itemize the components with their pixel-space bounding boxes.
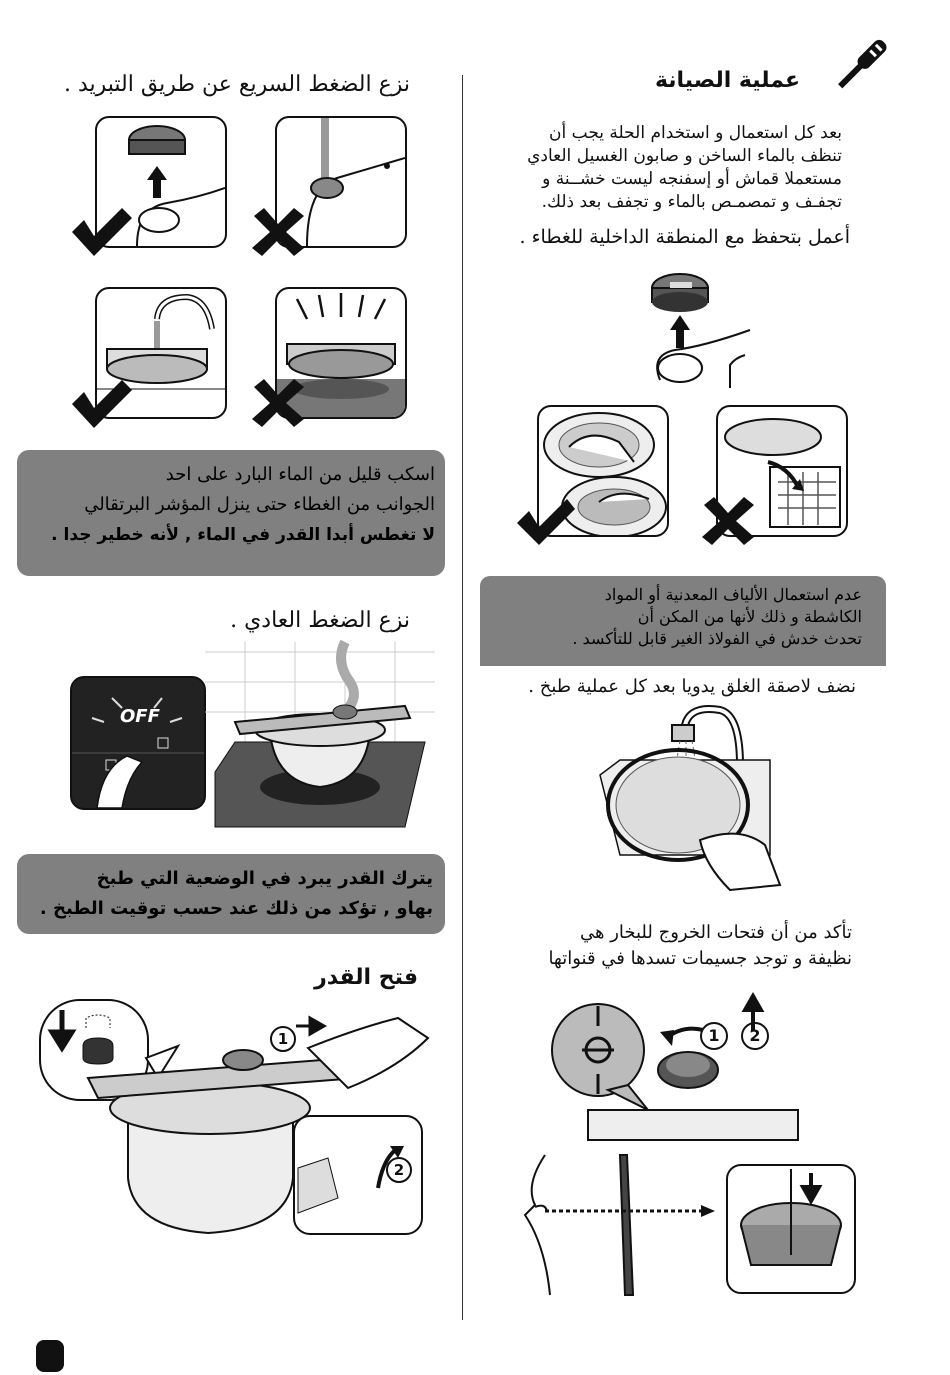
fast-release-title: نزع الضغط السريع عن طريق التبريد . <box>63 72 410 97</box>
text-line: بهاو , تؤكد من ذلك عند حسب توقيت الطبخ . <box>39 898 433 919</box>
step-1-badge: 1 <box>700 1022 728 1050</box>
cold-water-note-box <box>17 450 445 576</box>
vent-inspection-illustration <box>515 1155 855 1305</box>
gasket-wash-illustration <box>590 705 790 895</box>
text-line: يترك القدر يبرد في الوضعية التي طبخ <box>96 868 433 889</box>
off-display: OFF <box>120 706 160 727</box>
text-line: تأكد من أن فتحات الخروج للبخار هي <box>579 922 852 943</box>
cool-down-note-box <box>17 854 445 934</box>
valve-removal-illustration <box>630 270 760 395</box>
gasket-clean-text: نضف لاصقة الغلق يدويا بعد كل عملية طبخ . <box>528 676 856 697</box>
step-2-badge: 2 <box>741 1022 769 1050</box>
inner-lid-note: أعمل بتحفظ مع المنطقة الداخلية للغطاء . <box>519 226 850 248</box>
text-line: تنظف بالماء الساخن و صابون الغسيل العادي <box>527 146 842 166</box>
cooker-on-hob-illustration <box>205 642 435 827</box>
text-line: مستعملا قماش أو إسفنجه ليست خشــنة و <box>542 169 842 189</box>
step-2-badge: 2 <box>386 1157 412 1183</box>
page-number-marker <box>36 1340 64 1372</box>
maintenance-paragraph <box>490 122 842 214</box>
step-1-badge: 1 <box>270 1026 296 1052</box>
valve-steps-illustration <box>548 990 808 1150</box>
wrench-icon <box>825 30 895 100</box>
checkmark-icon <box>70 378 132 430</box>
opening-cooker-illustration <box>38 998 438 1238</box>
text-line: بعد كل استعمال و استخدام الحلة يجب أن <box>549 123 842 143</box>
checkmark-icon <box>515 497 575 547</box>
control-panel-closeup <box>70 676 206 810</box>
text-line: عدم استعمال الألياف المعدنية أو المواد <box>604 585 862 604</box>
normal-release-title: نزع الضغط العادي . <box>230 608 410 633</box>
cross-icon <box>250 206 306 256</box>
cross-icon <box>250 377 306 427</box>
checkmark-icon <box>70 206 132 258</box>
text-line: الكاشطة و ذلك لأنها من المكن أن <box>637 607 862 626</box>
text-line: تجفـف و تمصمـص بالماء و تجفف بعد ذلك. <box>541 192 842 212</box>
text-line: اسكب قليل من الماء البارد على احد <box>165 464 435 485</box>
text-line: الجوانب من الغطاء حتى ينزل المؤشر البرتقالي <box>84 494 435 515</box>
text-line: نظيفة و توجد جسيمات تسدها في قنواتها <box>548 948 852 969</box>
column-divider <box>462 75 463 1320</box>
abrasive-warning-box <box>480 576 886 666</box>
cross-icon <box>700 495 756 545</box>
vent-check-text <box>500 920 852 972</box>
text-line: تحدث خدش في الفولاذ الغير قابل للتأكسد . <box>572 629 862 648</box>
warning-line: لا تغطس أبدا القدر في الماء , لأنه خطير جدا . <box>51 525 435 545</box>
open-cooker-title: فتح القدر <box>314 965 418 990</box>
maintenance-title: عملية الصيانة <box>654 68 800 93</box>
